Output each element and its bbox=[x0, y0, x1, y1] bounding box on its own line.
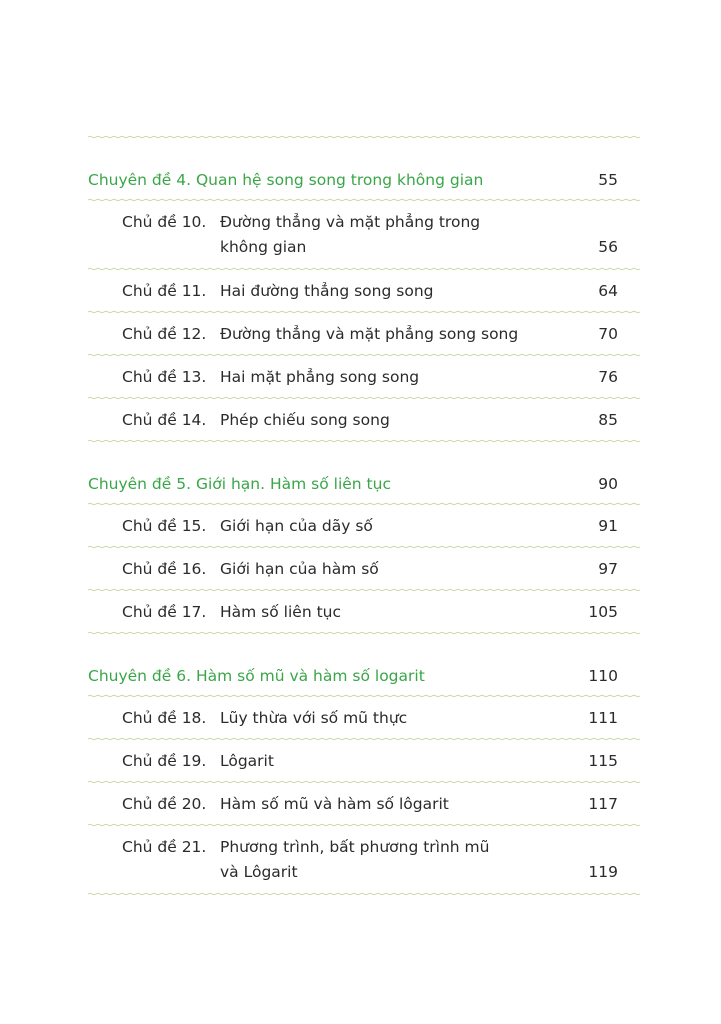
topic-title bbox=[220, 835, 540, 885]
topic-title: Hàm số liên tục bbox=[220, 603, 341, 621]
divider-wave bbox=[88, 199, 640, 200]
topic-page: 70 bbox=[598, 325, 618, 343]
topic-number: Chủ đề 15. bbox=[122, 517, 207, 535]
divider bbox=[88, 266, 638, 272]
topic-title: Giới hạn của hàm số bbox=[220, 560, 379, 578]
divider bbox=[88, 736, 638, 742]
divider-wave bbox=[88, 632, 640, 633]
divider bbox=[88, 197, 638, 203]
chapter-6-page: 110 bbox=[588, 667, 618, 685]
topic-number: Chủ đề 11. bbox=[122, 282, 207, 300]
topic-page: 91 bbox=[598, 517, 618, 535]
topic-title-line-1: Phương trình, bất phương trình mũ bbox=[220, 838, 490, 856]
topic-title: Đường thẳng và mặt phẳng song song bbox=[220, 325, 519, 343]
divider-wave bbox=[88, 546, 640, 547]
divider-wave bbox=[88, 695, 640, 696]
chapter-4-page: 55 bbox=[598, 171, 618, 189]
divider bbox=[88, 779, 638, 785]
divider bbox=[88, 822, 638, 828]
divider bbox=[88, 352, 638, 358]
topic-title: Hàm số mũ và hàm số lôgarit bbox=[220, 795, 449, 813]
topic-page: 115 bbox=[588, 752, 618, 770]
topic-page: 105 bbox=[588, 603, 618, 621]
divider-wave bbox=[88, 397, 640, 398]
divider bbox=[88, 395, 638, 401]
divider bbox=[88, 891, 638, 897]
divider-wave bbox=[88, 893, 640, 894]
topic-page: 85 bbox=[598, 411, 618, 429]
chapter-4-label: Chuyên đề 4. Quan hệ song song trong không gian bbox=[88, 171, 484, 189]
chapter-6-heading[interactable] bbox=[88, 666, 618, 686]
topic-title-line-1: Đường thẳng và mặt phẳng trong bbox=[220, 213, 481, 231]
divider bbox=[88, 693, 638, 699]
topic-number: Chủ đề 17. bbox=[122, 603, 207, 621]
chapter-5-page: 90 bbox=[598, 475, 618, 493]
topic-title-line-2: và Lôgarit bbox=[220, 863, 298, 881]
divider bbox=[88, 438, 638, 444]
divider-wave bbox=[88, 440, 640, 441]
topic-number: Chủ đề 12. bbox=[122, 325, 207, 343]
divider bbox=[88, 309, 638, 315]
chapter-4-heading[interactable] bbox=[88, 170, 618, 190]
divider-wave bbox=[88, 503, 640, 504]
topic-page: 64 bbox=[598, 282, 618, 300]
topic-number: Chủ đề 10. bbox=[122, 213, 207, 231]
topic-page: 111 bbox=[588, 709, 618, 727]
topic-page: 56 bbox=[598, 238, 618, 256]
divider bbox=[88, 134, 638, 140]
topic-number: Chủ đề 13. bbox=[122, 368, 207, 386]
divider-wave bbox=[88, 738, 640, 739]
divider-wave bbox=[88, 311, 640, 312]
divider-wave bbox=[88, 354, 640, 355]
divider bbox=[88, 544, 638, 550]
topic-title: Hai đường thẳng song song bbox=[220, 282, 434, 300]
chapter-6-label: Chuyên đề 6. Hàm số mũ và hàm số logarit bbox=[88, 667, 425, 685]
chapter-5-label: Chuyên đề 5. Giới hạn. Hàm số liên tục bbox=[88, 475, 391, 493]
topic-title: Phép chiếu song song bbox=[220, 411, 390, 429]
topic-number: Chủ đề 20. bbox=[122, 795, 207, 813]
topic-page: 119 bbox=[588, 863, 618, 881]
topic-title bbox=[220, 210, 540, 260]
divider-wave bbox=[88, 824, 640, 825]
topic-number: Chủ đề 18. bbox=[122, 709, 207, 727]
topic-page: 97 bbox=[598, 560, 618, 578]
topic-page: 76 bbox=[598, 368, 618, 386]
divider-wave bbox=[88, 781, 640, 782]
divider bbox=[88, 630, 638, 636]
divider-wave bbox=[88, 589, 640, 590]
topic-number: Chủ đề 14. bbox=[122, 411, 207, 429]
divider-wave bbox=[88, 136, 640, 137]
divider bbox=[88, 587, 638, 593]
topic-title: Lũy thừa với số mũ thực bbox=[220, 709, 408, 727]
topic-title: Lôgarit bbox=[220, 752, 274, 770]
topic-page: 117 bbox=[588, 795, 618, 813]
topic-title-line-2: không gian bbox=[220, 238, 307, 256]
divider-wave bbox=[88, 268, 640, 269]
divider bbox=[88, 501, 638, 507]
topic-number: Chủ đề 16. bbox=[122, 560, 207, 578]
topic-title: Hai mặt phẳng song song bbox=[220, 368, 420, 386]
topic-number: Chủ đề 21. bbox=[122, 838, 207, 856]
chapter-5-heading[interactable] bbox=[88, 474, 618, 494]
topic-number: Chủ đề 19. bbox=[122, 752, 207, 770]
topic-title: Giới hạn của dãy số bbox=[220, 517, 373, 535]
